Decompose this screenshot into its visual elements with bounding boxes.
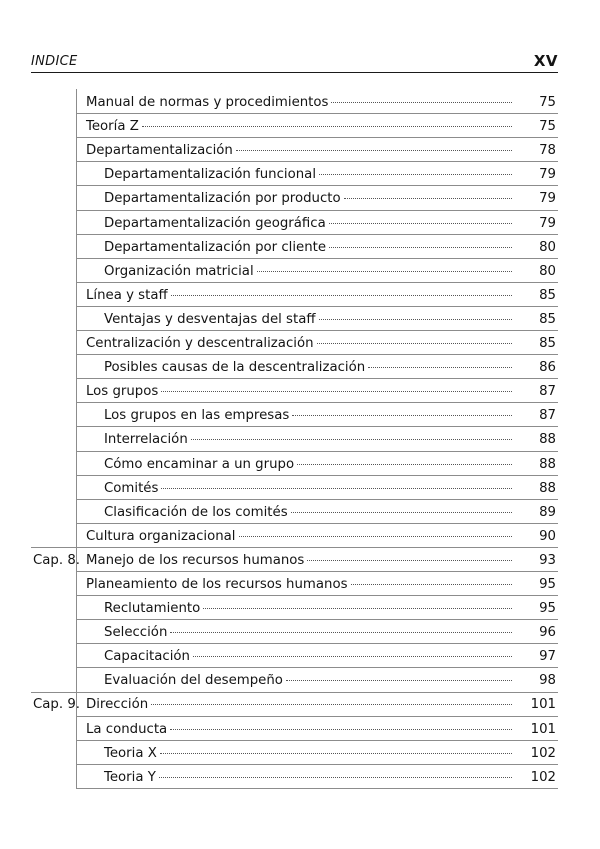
toc-entry-title: Los grupos en las empresas <box>104 408 290 424</box>
dot-leader <box>344 198 512 199</box>
toc-page-number: 95 <box>539 601 556 617</box>
toc-entry-line <box>86 95 518 110</box>
dot-leader <box>292 415 512 416</box>
row-separator <box>76 210 558 211</box>
toc-page-number: 80 <box>539 239 556 255</box>
toc-entry-title: Manejo de los recursos humanos <box>86 552 305 568</box>
toc-entry <box>0 571 600 595</box>
row-separator <box>76 234 558 235</box>
toc-entry <box>0 258 600 282</box>
dot-leader <box>297 464 512 465</box>
dot-leader <box>239 536 512 537</box>
toc-entry-title: Los grupos <box>86 384 159 400</box>
row-separator <box>76 523 558 524</box>
row-separator <box>76 571 558 572</box>
dot-leader <box>331 102 512 103</box>
toc-page-number: 90 <box>539 528 556 544</box>
toc-entry-line <box>104 432 518 447</box>
toc-page-number: 88 <box>539 432 556 448</box>
dot-leader <box>257 271 512 272</box>
toc-entry-title: Cultura organizacional <box>86 528 236 544</box>
toc-entry-title: Departamentalización por cliente <box>104 239 327 255</box>
row-separator <box>76 258 558 259</box>
toc-page-number: 85 <box>539 311 556 327</box>
toc-entry <box>0 402 600 426</box>
toc-entry-line <box>104 673 518 688</box>
toc-entry-title: Planeamiento de los recursos humanos <box>86 576 348 592</box>
toc-entry-title: Comités <box>104 480 159 496</box>
toc-page-number: 101 <box>530 721 556 737</box>
toc-entry <box>0 161 600 185</box>
toc-page-number: 80 <box>539 263 556 279</box>
row-separator <box>76 788 558 789</box>
toc-page-number: 95 <box>539 576 556 592</box>
toc-page-number: 78 <box>539 143 556 159</box>
chapter-number: Cap. 8. <box>33 552 81 568</box>
toc-entry-line <box>86 384 518 399</box>
row-separator <box>31 547 558 548</box>
toc-entry-line <box>104 360 518 375</box>
row-separator <box>76 619 558 620</box>
toc-page-number: 101 <box>530 697 556 713</box>
row-separator <box>76 330 558 331</box>
toc-entry <box>0 113 600 137</box>
toc-entry-line <box>104 746 518 761</box>
toc-entry-line <box>86 336 518 351</box>
row-separator <box>76 185 558 186</box>
toc-entry-line <box>104 408 518 423</box>
dot-leader <box>191 439 512 440</box>
toc-entry-line <box>86 697 518 712</box>
toc-entry <box>0 89 600 113</box>
toc-entry-title: Cómo encaminar a un grupo <box>104 456 295 472</box>
toc-entry-title: Clasificación de los comités <box>104 504 288 520</box>
dot-leader <box>317 343 512 344</box>
dot-leader <box>329 223 512 224</box>
toc-entry-title: Reclutamiento <box>104 601 201 617</box>
toc-entry-line <box>104 505 518 520</box>
toc-entry-line <box>104 601 518 616</box>
toc-page-number: 86 <box>539 360 556 376</box>
toc-entry-title: Departamentalización por producto <box>104 191 341 207</box>
toc-entry-line <box>104 264 518 279</box>
toc-entry <box>0 619 600 643</box>
toc-entry-line <box>104 167 518 182</box>
row-separator <box>76 764 558 765</box>
toc-entry-line <box>86 577 518 592</box>
toc-entry <box>0 499 600 523</box>
toc-entry-title: Departamentalización funcional <box>104 167 317 183</box>
toc-entry-line <box>104 457 518 472</box>
toc-entry-title: Organización matricial <box>104 263 254 279</box>
chapter-number: Cap. 9. <box>33 697 81 713</box>
toc-entry <box>0 643 600 667</box>
dot-leader <box>286 680 512 681</box>
toc-entry <box>0 667 600 691</box>
toc-entry <box>0 185 600 209</box>
dot-leader <box>159 777 512 778</box>
toc-entry-title: Dirección <box>86 697 149 713</box>
toc-page-number: 75 <box>539 95 556 111</box>
toc-entry <box>0 450 600 474</box>
dot-leader <box>151 704 512 705</box>
row-separator <box>76 282 558 283</box>
row-separator <box>76 354 558 355</box>
row-separator <box>76 475 558 476</box>
toc-entry-title: Interrelación <box>104 432 188 448</box>
toc-entry-line <box>104 191 518 206</box>
toc-page-number: 89 <box>539 504 556 520</box>
toc-entry-line <box>104 649 518 664</box>
row-separator <box>76 306 558 307</box>
row-separator <box>76 161 558 162</box>
dot-leader <box>193 656 512 657</box>
dot-leader <box>307 560 512 561</box>
row-separator <box>31 692 558 693</box>
toc-entry-line <box>104 481 518 496</box>
dot-leader <box>171 295 512 296</box>
row-separator <box>76 378 558 379</box>
toc-page-number: 98 <box>539 673 556 689</box>
toc-page-number: 87 <box>539 384 556 400</box>
toc-entry <box>0 764 600 788</box>
dot-leader <box>170 729 512 730</box>
toc-entry <box>0 354 600 378</box>
toc-entry-title: Departamentalización <box>86 143 233 159</box>
toc-entry <box>0 209 600 233</box>
toc-entry <box>0 426 600 450</box>
toc-entry <box>0 306 600 330</box>
toc-entry-line <box>104 312 518 327</box>
toc-entry-title: Selección <box>104 625 168 641</box>
toc-entry-line <box>104 625 518 640</box>
row-separator <box>76 595 558 596</box>
toc-page-number: 87 <box>539 408 556 424</box>
dot-leader <box>351 584 512 585</box>
toc-entry-line <box>86 553 518 568</box>
toc-entry-line <box>86 722 518 737</box>
toc-entry-title: Teoria Y <box>104 769 156 785</box>
dot-leader <box>161 391 512 392</box>
toc-entry-title: Evaluación del desempeño <box>104 673 283 689</box>
toc-entry <box>0 691 600 715</box>
toc-entry-title: Capacitación <box>104 649 190 665</box>
header-section-title: INDICE <box>31 54 78 69</box>
row-separator <box>76 716 558 717</box>
toc-entry <box>0 475 600 499</box>
dot-leader <box>236 150 512 151</box>
toc-entry-line <box>104 240 518 255</box>
row-separator <box>76 740 558 741</box>
dot-leader <box>319 319 512 320</box>
row-separator <box>76 643 558 644</box>
toc-entry-title: Centralización y descentralización <box>86 336 314 352</box>
row-separator <box>76 451 558 452</box>
toc-entry-title: Manual de normas y procedimientos <box>86 95 329 111</box>
toc-entry-line <box>104 216 518 231</box>
dot-leader <box>142 126 512 127</box>
row-separator <box>76 402 558 403</box>
dot-leader <box>291 512 512 513</box>
toc-entry <box>0 282 600 306</box>
toc-entry-line <box>86 529 518 544</box>
toc-entry <box>0 740 600 764</box>
toc-entry-title: Teoria X <box>104 745 157 761</box>
toc-entry <box>0 595 600 619</box>
row-separator <box>76 426 558 427</box>
header-page-number: XV <box>533 52 558 70</box>
toc-entry-title: La conducta <box>86 721 168 737</box>
row-separator <box>76 137 558 138</box>
row-separator <box>76 499 558 500</box>
toc-page-number: 75 <box>539 119 556 135</box>
toc-entry-line <box>86 143 518 158</box>
toc-entry-title: Ventajas y desventajas del staff <box>104 311 316 327</box>
toc-page-number: 93 <box>539 552 556 568</box>
toc-entry <box>0 715 600 739</box>
toc-entry-title: Posibles causas de la descentralización <box>104 360 366 376</box>
dot-leader <box>161 488 512 489</box>
toc-entry <box>0 378 600 402</box>
toc-page-number: 97 <box>539 649 556 665</box>
toc-page-number: 88 <box>539 456 556 472</box>
dot-leader <box>160 753 512 754</box>
toc-entry <box>0 137 600 161</box>
toc-page-number: 85 <box>539 336 556 352</box>
toc-entry-line <box>86 119 518 134</box>
toc-page-number: 79 <box>539 215 556 231</box>
toc-entry <box>0 330 600 354</box>
row-separator <box>76 667 558 668</box>
toc-page-number: 102 <box>530 745 556 761</box>
table-of-contents <box>0 89 600 788</box>
dot-leader <box>170 632 512 633</box>
dot-leader <box>329 247 512 248</box>
row-separator <box>76 113 558 114</box>
toc-page-number: 79 <box>539 167 556 183</box>
toc-page-number: 79 <box>539 191 556 207</box>
toc-entry-title: Departamentalización geográfica <box>104 215 326 231</box>
toc-entry-title: Línea y staff <box>86 287 168 303</box>
toc-page-number: 102 <box>530 769 556 785</box>
toc-entry-line <box>104 770 518 785</box>
running-header <box>31 50 558 73</box>
toc-entry <box>0 234 600 258</box>
dot-leader <box>203 608 512 609</box>
toc-entry <box>0 523 600 547</box>
toc-entry <box>0 547 600 571</box>
toc-page-number: 85 <box>539 287 556 303</box>
toc-entry-title: Teoría Z <box>86 119 139 135</box>
toc-page-number: 96 <box>539 625 556 641</box>
dot-leader <box>368 367 512 368</box>
toc-entry-line <box>86 288 518 303</box>
toc-page-number: 88 <box>539 480 556 496</box>
dot-leader <box>319 174 512 175</box>
